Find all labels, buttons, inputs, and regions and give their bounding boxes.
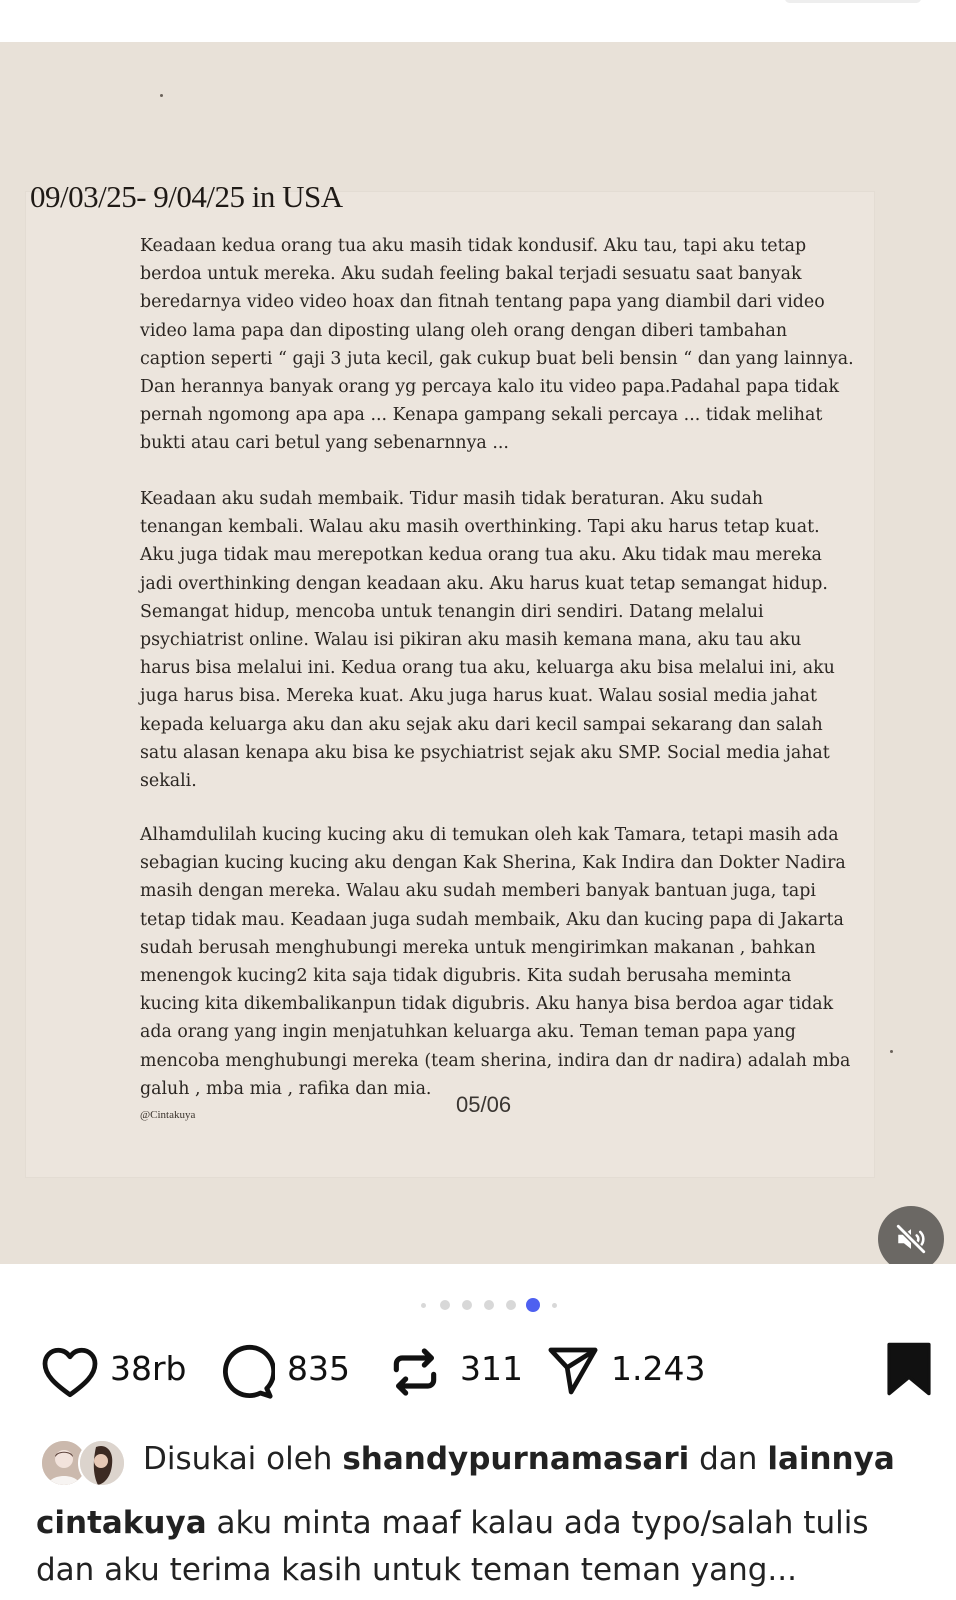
- caption-text: aku minta maaf kalau ada typo/salah tulis dan aku terima kasih untuk teman teman yang...: [36, 1505, 869, 1588]
- liked-by-text: [143, 1441, 895, 1477]
- liked-by-others[interactable]: lainnya: [767, 1441, 895, 1477]
- carousel-dot: [506, 1300, 516, 1310]
- top-bar: [0, 0, 956, 42]
- like-count[interactable]: 38rb: [110, 1349, 187, 1388]
- carousel-dot: [484, 1300, 494, 1310]
- speaker-muted-icon: [894, 1222, 928, 1256]
- repost-icon[interactable]: [387, 1343, 443, 1401]
- liked-by-row[interactable]: [0, 1437, 956, 1487]
- liked-by-prefix: Disukai oleh: [143, 1441, 333, 1477]
- watermark: @Cintakuya: [140, 1109, 196, 1121]
- paper-speck: [160, 94, 163, 97]
- carousel-dot: [552, 1303, 557, 1308]
- liked-by-username[interactable]: shandypurnamasari: [342, 1441, 690, 1477]
- carousel-dot: [421, 1303, 426, 1308]
- action-bar: [0, 1343, 956, 1403]
- paper-speck: [890, 1050, 893, 1053]
- paragraph-1: Keadaan kedua orang tua aku masih tidak kondusif. Aku tau, tapi aku tetap berdoa untuk mereka. Aku sudah feeling bakal terjadi sesuatu saat banyak beredarnya video video hoax dan fitnah tentang papa yang diambil dari video video lama papa dan diposting ulang oleh orang dengan diberi tambahan caption seperti “ gaji 3 juta kecil, gak cukup buat beli bensin “ dan yang lainnya. Dan herannya banyak orang yg percaya kalo itu video papa.Padahal papa tidak pernah ngomong apa apa ... Kenapa gampang sekali percaya ... tidak melihat bukti atau cari betul yang sebenarnnya ...: [140, 236, 854, 454]
- share-icon[interactable]: [545, 1343, 601, 1399]
- carousel-dot: [440, 1300, 450, 1310]
- page-number: 05/06: [456, 1092, 512, 1117]
- post-image[interactable]: [0, 42, 956, 1264]
- comment-icon[interactable]: [217, 1343, 275, 1401]
- top-pill: [785, 0, 921, 3]
- repost-count[interactable]: 311: [460, 1349, 523, 1388]
- paragraph-2: Keadaan aku sudah membaik. Tidur masih tidak beraturan. Aku sudah tenangan kembali. Walau aku masih overthinking. Tapi aku harus tetap kuat. Aku juga tidak mau merepotkan kedua orang tua aku. Aku tidak mau mereka jadi overthinking dengan keadaan aku. Aku harus kuat tetap semangat hidup. Semangat hidup, mencoba untuk tenangin diri sendiri. Datang melalui psychiatrist online. Walau isi pikiran aku masih kemana mana, aku tau aku harus bisa melalui ini. Kedua orang tua aku, keluarga aku bisa melalui ini, aku juga harus bisa. Mereka kuat. Aku juga harus kuat. Walau sosial media jahat kepada keluarga aku dan aku sejak aku dari kecil sampai sekarang dan salah satu alasan kenapa aku bisa ke psychiatrist sejak aku SMP. Social media jahat sekali.: [140, 489, 835, 792]
- mute-button[interactable]: [878, 1206, 944, 1264]
- heart-icon[interactable]: [40, 1343, 100, 1399]
- post-caption[interactable]: [36, 1500, 936, 1594]
- carousel-dot: [462, 1300, 472, 1310]
- share-count[interactable]: 1.243: [611, 1349, 706, 1388]
- carousel-indicator: [0, 1296, 956, 1312]
- comment-count[interactable]: 835: [287, 1349, 350, 1388]
- avatar[interactable]: [78, 1439, 126, 1487]
- bookmark-icon[interactable]: [885, 1341, 933, 1397]
- carousel-dot-active: [526, 1298, 540, 1312]
- caption-username[interactable]: cintakuya: [36, 1505, 207, 1541]
- paragraph-3: Alhamdulilah kucing kucing aku di temukan oleh kak Tamara, tetapi masih ada sebagian kucing kucing aku dengan Kak Sherina, Kak Indira dan Dokter Nadira masih dengan mereka. Walau aku sudah memberi banyak bantuan juga, tapi tetap tidak mau. Keadaan juga sudah membaik, Aku dan kucing papa di Jakarta sudah berusah menghubungi mereka untuk mengirimkan makanan , bahkan menengok kucing2 kita saja tidak digubris. Kita sudah berusaha meminta kucing kita dikembalikanpun tidak digubris. Aku hanya bisa berdoa agar tidak ada orang yang ingin menjatuhkan keluarga aku. Teman teman papa yang mencoba menghubungi mereka (team sherina, indira dan dr nadira) adalah mba galuh , mba mia , rafika dan mia.: [140, 825, 851, 1099]
- date-heading: 09/03/25- 9/04/25 in USA: [30, 179, 343, 214]
- person-icon: [80, 1441, 124, 1485]
- liked-by-connector: dan: [699, 1441, 758, 1477]
